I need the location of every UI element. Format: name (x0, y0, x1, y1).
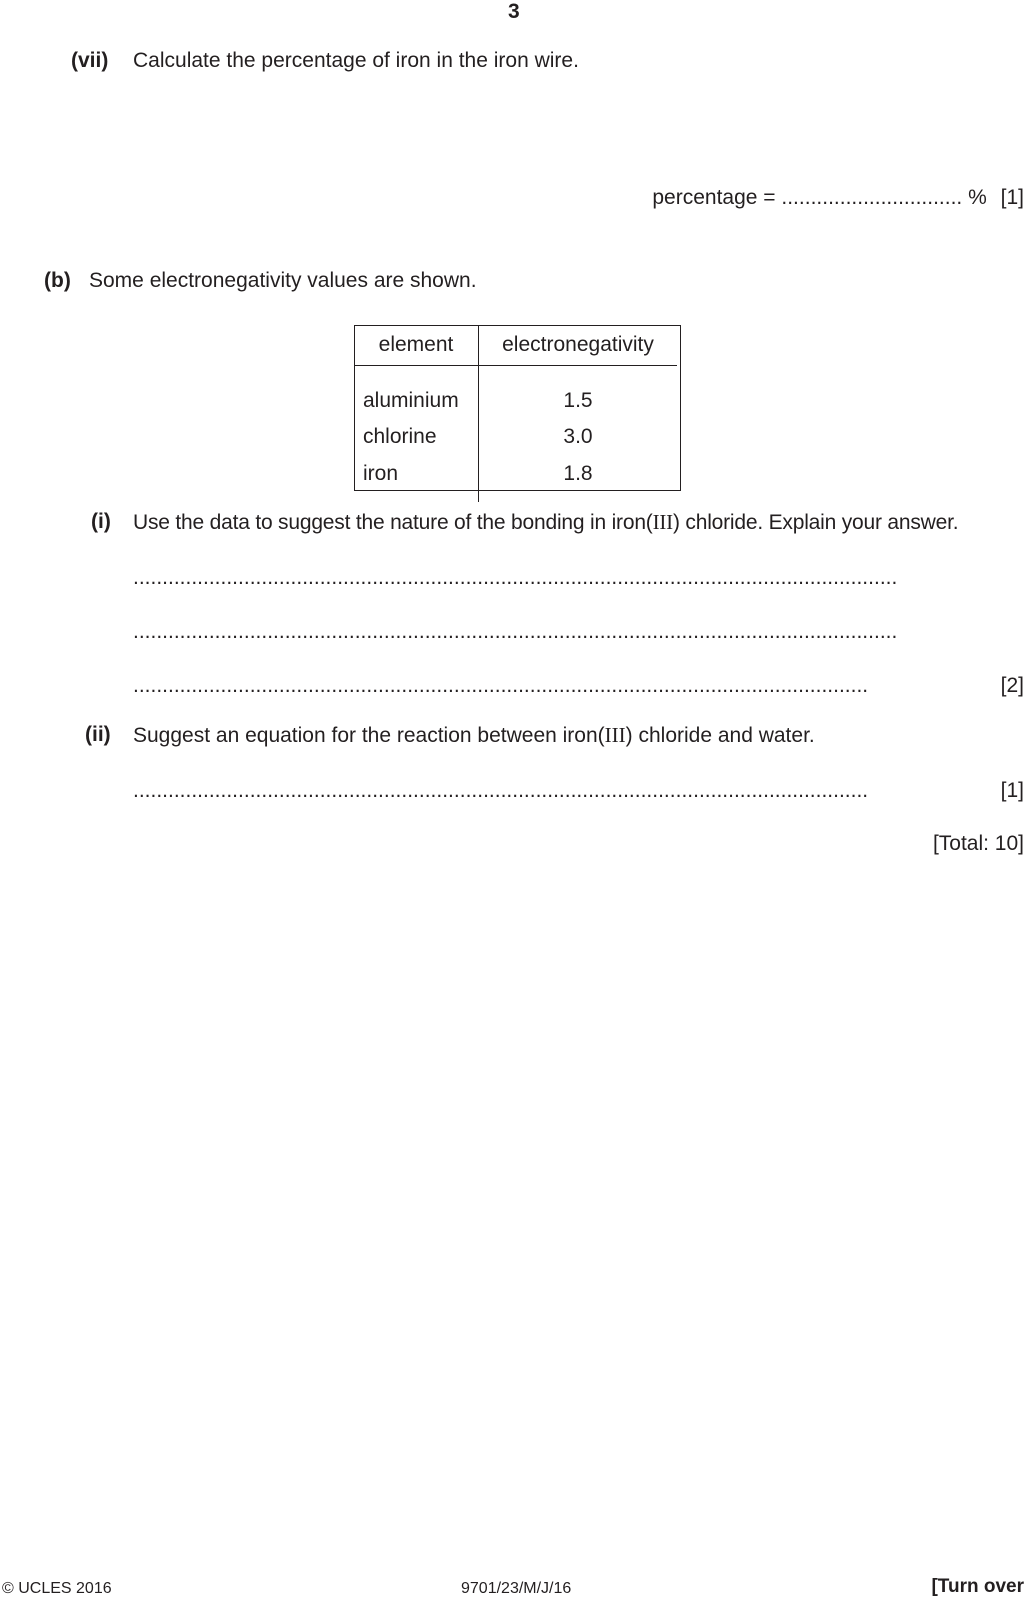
question-label-vii: (vii) (71, 49, 109, 72)
answer-line-i-2[interactable]: ................................................................................................................................... (133, 620, 898, 643)
answer-line-ii-1[interactable]: .............................................................................................................................. (133, 779, 869, 802)
text-part: Suggest an equation for the reaction between iron( (133, 724, 605, 747)
footer-turn-over: [Turn over (931, 1576, 1024, 1597)
footer-code: 9701/23/M/J/16 (461, 1580, 572, 1597)
marks-ii: [1] (1000, 779, 1024, 802)
table-header-electronegativity: electronegativity (479, 325, 678, 366)
answer-line-percentage[interactable] (652, 186, 1024, 210)
question-label-i: (i) (91, 510, 111, 533)
answer-prefix: percentage = (652, 186, 776, 209)
question-text-i (133, 510, 958, 535)
table-header-element: element (354, 325, 479, 366)
text-part: ) chloride. Explain your answer. (672, 511, 959, 534)
roman-numeral: III (604, 723, 626, 747)
question-text-vii: Calculate the percentage of iron in the iron wire. (133, 49, 579, 72)
table-cell-element: chlorine (354, 416, 479, 457)
table-row (354, 416, 677, 457)
text-part: ) chloride and water. (625, 724, 815, 747)
table-row (354, 366, 677, 417)
question-text-ii (133, 723, 815, 748)
table-row (354, 457, 677, 502)
marks-vii: [1] (1000, 186, 1024, 209)
page-number: 3 (508, 0, 520, 23)
question-label-b: (b) (44, 269, 71, 292)
footer-copyright: © UCLES 2016 (2, 1580, 112, 1597)
total-marks: [Total: 10] (932, 832, 1024, 855)
answer-unit: % (968, 186, 987, 209)
table-cell-value: 3.0 (563, 424, 593, 448)
marks-i: [2] (1000, 674, 1024, 697)
roman-numeral: III (652, 510, 673, 534)
question-text-b: Some electronegativity values are shown. (89, 269, 477, 292)
electronegativity-table (354, 325, 677, 502)
table-cell-value: 1.8 (563, 462, 593, 485)
question-label-ii: (ii) (85, 723, 111, 746)
answer-dots: ............................... (781, 186, 963, 209)
table-cell-element: aluminium (354, 366, 479, 417)
answer-line-i-3[interactable]: .............................................................................................................................. (133, 674, 869, 697)
table-cell-value: 1.5 (563, 389, 593, 412)
text-part: Use the data to suggest the nature of the bonding in iron( (133, 511, 653, 534)
answer-line-i-1[interactable]: ................................................................................................................................... (133, 566, 898, 589)
table-cell-element: iron (354, 457, 479, 502)
